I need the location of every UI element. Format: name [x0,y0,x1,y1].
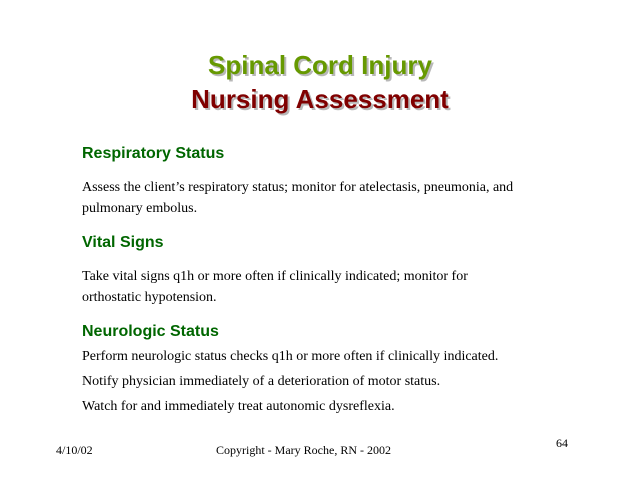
section-heading-respiratory: Respiratory Status [82,145,225,162]
section-heading-neurologic: Neurologic Status [82,323,219,340]
neurologic-text-line-3: Watch for and immediately treat autonomic dysreflexia. [82,399,395,414]
vital-signs-text-line-2: orthostatic hypotension. [82,290,217,305]
neurologic-text-line-2: Notify physician immediately of a deterioration of motor status. [82,374,441,389]
respiratory-text-line-1: Assess the client’s respiratory status; monitor for atelectasis, pneumonia, and [82,180,514,195]
page-number: 64 [556,436,568,450]
neurologic-text-line-1: Perform neurologic status checks q1h or more often if clinically indicated. [82,349,499,364]
slide-subtitle: Nursing Assessment [191,84,449,114]
vital-signs-text-line-1: Take vital signs q1h or more often if clinically indicated; monitor for [82,269,468,284]
footer-date: 4/10/02 [56,443,93,457]
slide-title: Spinal Cord Injury [208,50,432,80]
section-heading-vital-signs: Vital Signs [82,234,164,251]
footer-copyright: Copyright - Mary Roche, RN - 2002 [216,443,391,457]
respiratory-text-line-2: pulmonary embolus. [82,201,198,216]
